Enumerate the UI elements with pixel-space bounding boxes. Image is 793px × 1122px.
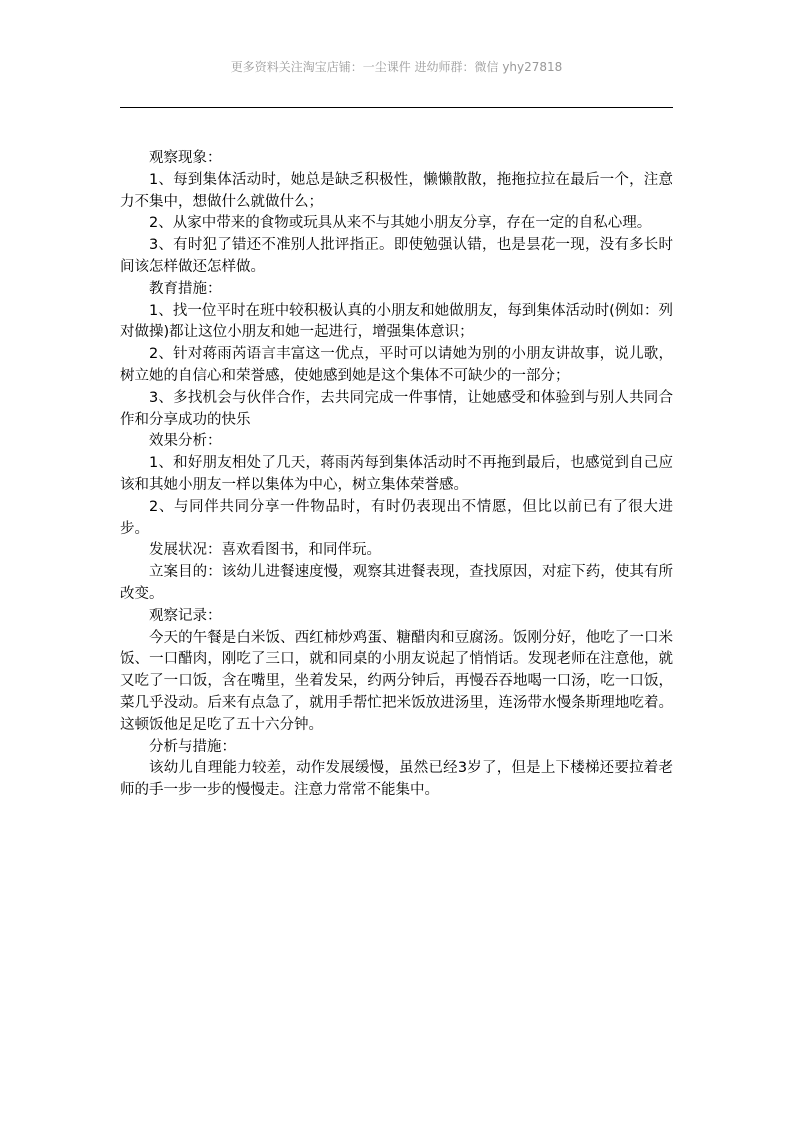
section-heading: 教育措施： [149,280,222,297]
paragraph: 1、和好朋友相处了几天，蒋雨芮每到集体活动时不再拖到最后，也感觉到自己应该和其她小朋友一样以集体为中心，树立集体荣誉感。 [120,455,673,493]
paragraph: 2、从家中带来的食物或玩具从来不与其她小朋友分享，存在一定的自私心理。 [149,215,652,232]
document-body [120,148,673,802]
paragraph: 发展状况：喜欢看图书，和同伴玩。 [149,542,381,559]
paragraph: 该幼儿自理能力较差，动作发展缓慢，虽然已经3岁了，但是上下楼梯还要拉着老师的手一步一步的慢慢走。注意力常常不能集中。 [120,760,673,799]
paragraph: 立案目的：该幼儿进餐速度慢，观察其进餐表现，查找原因，对症下药，使其有所改变。 [120,564,673,602]
paragraph: 2、针对蒋雨芮语言丰富这一优点，平时可以请她为别的小朋友讲故事，说儿歌，树立她的自信心和荣誉感，使她感到她是这个集体不可缺少的一部分； [120,346,673,384]
header-divider [120,107,673,108]
section-heading: 观察现象： [149,150,222,166]
paragraph: 1、找一位平时在班中较积极认真的小朋友和她做朋友，每到集体活动时(例如：列对做操)都让这位小朋友和她一起进行，增强集体意识； [120,302,673,341]
page-header: 更多资料关注淘宝店铺：一尘课件 进幼师群：微信 yhy27818 [230,60,563,74]
paragraph: 3、多找机会与伙伴合作，去共同完成一件事情，让她感受和体验到与别人共同合作和分享成功的快乐 [120,389,673,428]
section-heading: 效果分析： [149,433,222,450]
paragraph: 今天的午餐是白米饭、西红柿炒鸡蛋、糖醋肉和豆腐汤。饭刚分好，他吃了一口米饭、一口醋肉，刚吃了三口，就和同桌的小朋友说起了悄悄话。发现老师在注意他，就又吃了一口饭，含在嘴里，坐着发呆，约两分钟后，再慢吞吞地喝一口汤，吃一口饭，菜几乎没动。后来有点急了，就用手帮忙把米饭放进汤里，连汤带水慢条斯理地吃着。这顿饭他足足吃了五十六分钟。 [120,629,673,733]
section-heading: 分析与措施： [149,738,236,755]
paragraph: 2、与同伴共同分享一件物品时，有时仍表现出不情愿，但比以前已有了很大进步。 [120,498,673,537]
section-heading: 观察记录： [149,607,222,624]
paragraph: 1、每到集体活动时，她总是缺乏积极性，懒懒散散，拖拖拉拉在最后一个，注意力不集中，想做什么就做什么； [120,171,673,210]
paragraph: 3、有时犯了错还不准别人批评指正。即使勉强认错，也是昙花一现，没有多长时间该怎样做还怎样做。 [120,237,673,275]
